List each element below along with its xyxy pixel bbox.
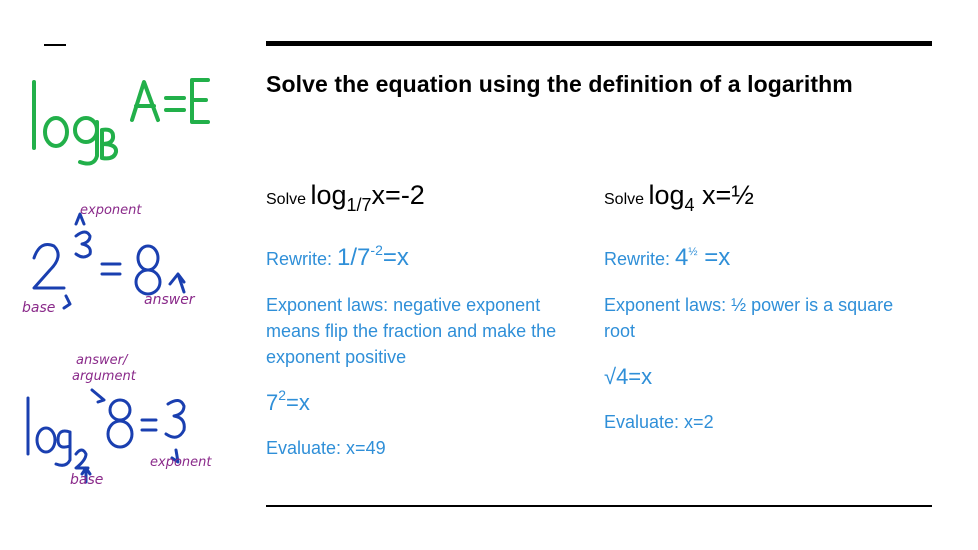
- problem-1: [266, 180, 576, 459]
- problem-2-rewrite: [604, 244, 914, 272]
- equation-rest: x=½: [702, 180, 754, 210]
- handwritten-example-log: [20, 350, 220, 490]
- log-word: log: [648, 180, 685, 210]
- step-rest: =x: [286, 390, 310, 415]
- log-expression: [310, 180, 425, 215]
- step-base: 7: [266, 390, 279, 415]
- problem-1-evaluate: Evaluate: x=49: [266, 438, 386, 458]
- label-base-2: base: [70, 472, 104, 488]
- rewrite-label: Rewrite:: [266, 249, 333, 269]
- rewrite-label: Rewrite:: [604, 249, 671, 269]
- problem-2-equation: [604, 180, 914, 220]
- rewrite-rest: =x: [382, 244, 409, 271]
- problem-2-evaluate: Evaluate: x=2: [604, 412, 714, 432]
- log-base: 4: [684, 195, 695, 215]
- label-exponent-2: exponent: [150, 455, 212, 470]
- problem-1-rewrite: [266, 244, 576, 272]
- equation-rest: x=-2: [371, 180, 425, 210]
- label-base: base: [22, 300, 56, 316]
- problem-2-step: √4=x: [604, 364, 653, 389]
- label-exponent: exponent: [80, 203, 142, 218]
- rewrite-rest: =x: [704, 244, 731, 271]
- problem-2-law: Exponent laws: ½ power is a square root: [604, 295, 894, 341]
- label-answer: answer: [144, 292, 195, 308]
- rewrite-base: 1/7: [337, 244, 371, 271]
- slide-dash: [44, 44, 66, 46]
- rewrite-expression: [337, 244, 409, 271]
- rewrite-exponent: ½: [688, 246, 698, 258]
- solve-label: Solve: [604, 191, 645, 208]
- log-word: log: [310, 180, 347, 210]
- step-exponent: 2: [278, 387, 287, 403]
- label-answer-slash: answer/: [76, 353, 128, 368]
- log-expression: [648, 180, 754, 215]
- rewrite-base: 4: [675, 244, 689, 271]
- rewrite-exponent: -2: [370, 242, 383, 258]
- slide-title: Solve the equation using the definition of a logarithm: [266, 71, 853, 97]
- solve-label: Solve: [266, 191, 307, 208]
- bottom-rule: [266, 505, 932, 507]
- handwritten-example-exponent: [20, 200, 220, 320]
- label-argument: argument: [72, 369, 136, 384]
- rewrite-expression: [675, 244, 730, 271]
- problem-2: [604, 180, 914, 433]
- problem-1-equation: [266, 180, 576, 220]
- top-rule: [266, 41, 932, 46]
- handwritten-log-definition: [20, 70, 220, 170]
- problem-1-law: Exponent laws: negative exponent means flip the fraction and make the exponent positive: [266, 295, 557, 367]
- log-base: 1/7: [346, 195, 372, 215]
- problem-1-step: [266, 387, 576, 416]
